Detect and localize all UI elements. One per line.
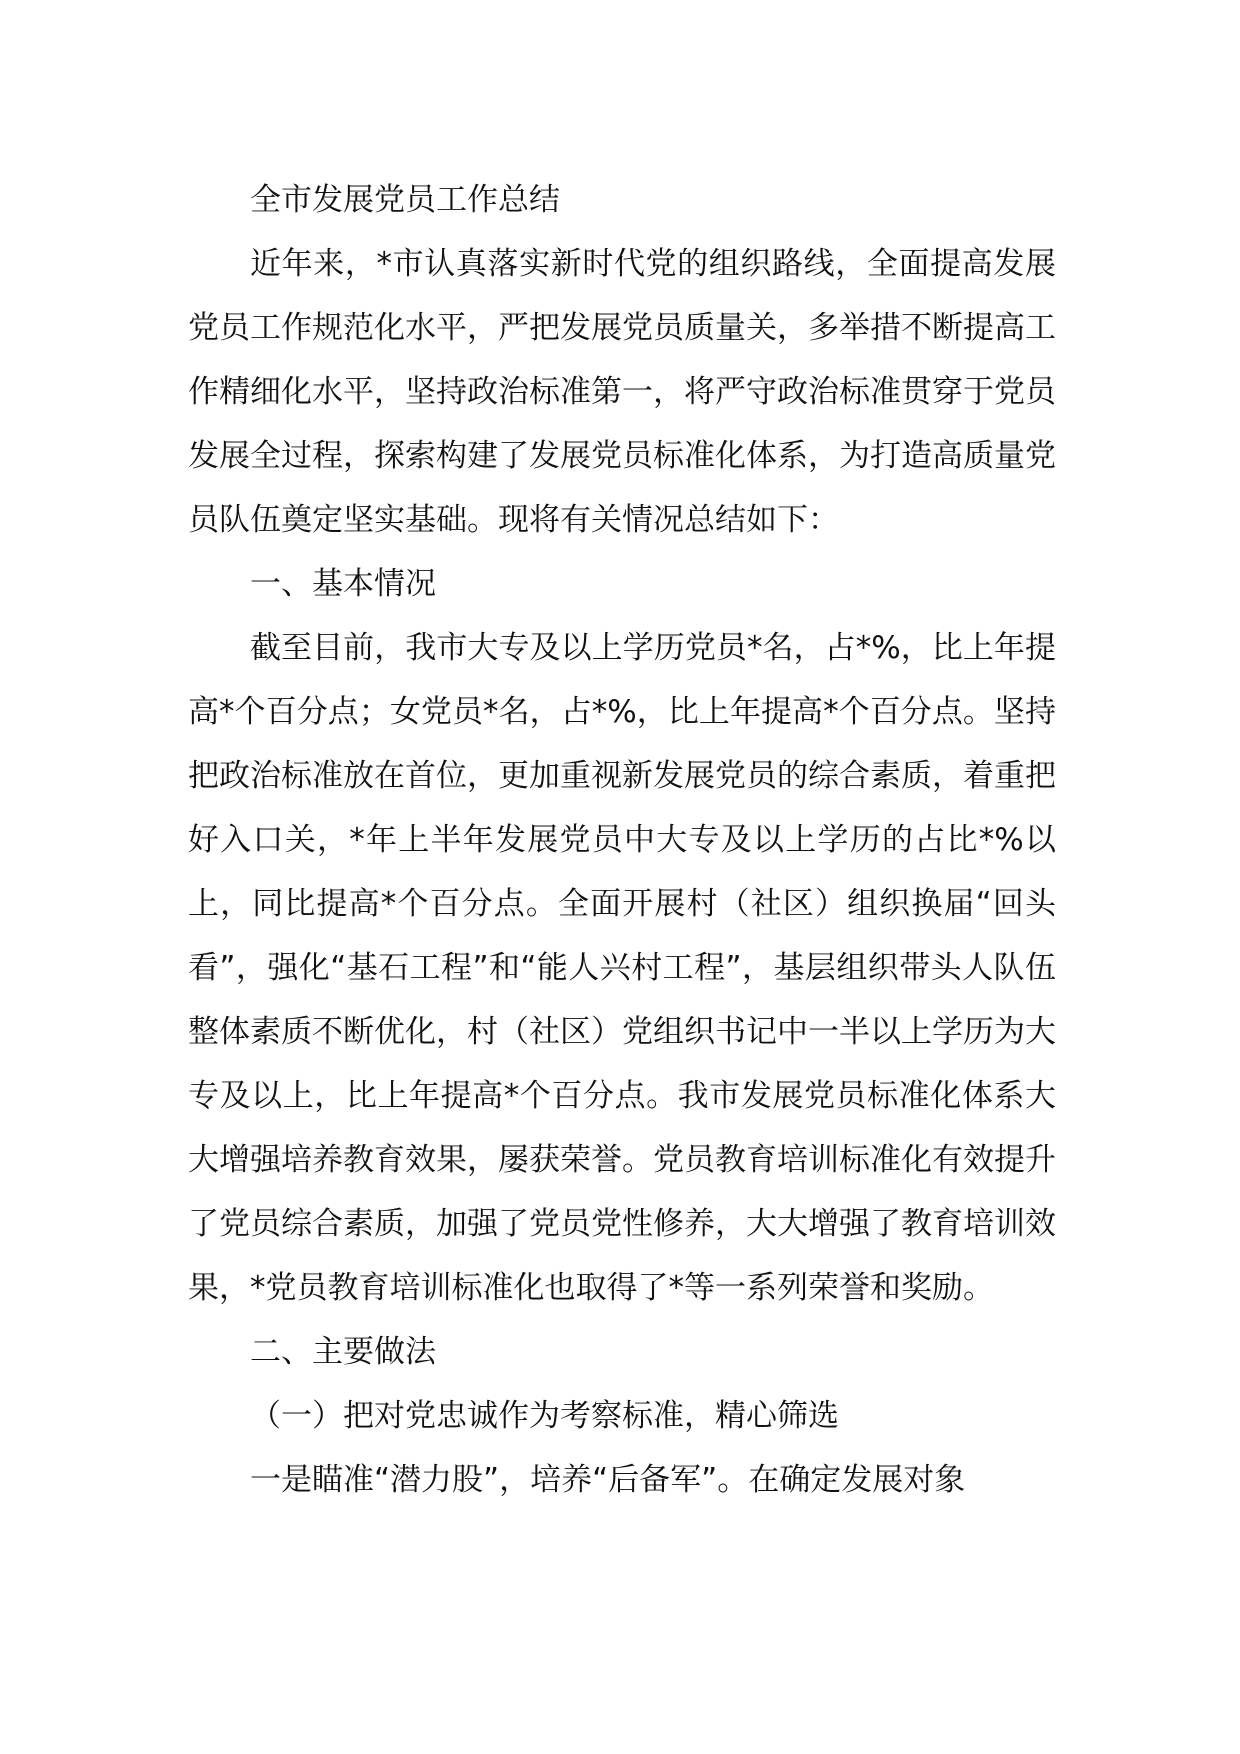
section-heading-basic-situation: 一、基本情况 [250, 566, 436, 602]
basic-situation-paragraph: 截至目前，我市大专及以上学历党员*名，占*%，比上年提高*个百分点；女党员*名，占*%，比上年提高*个百分点。坚持把政治标准放在首位，更加重视新发展党员的综合素质，着重把好入口关，*年上半年发展党员中大专及以上学历的占比*%以上，同比提高*个百分点。全面开展村（社区）组织换届“回头看”，强化“基石工程”和“能人兴村工程”，基层组织带头人队伍整体素质不断优化，村（社区）党组织书记中一半以上学历为大专及以上，比上年提高*个百分点。我市发展党员标准化体系大大增强培养教育效果，屡获荣誉。党员教育培训标准化有效提升了党员综合素质，加强了党员党性修养，大大增强了教育培训效果，*党员教育培训标准化也取得了*等一系列荣誉和奖励。 [188, 630, 1056, 1306]
document-body [188, 168, 1056, 1512]
practice-paragraph: 一是瞄准“潜力股”，培养“后备军”。在确定发展对象 [250, 1462, 966, 1498]
subsection-heading-1: （一）把对党忠诚作为考察标准，精心筛选 [250, 1398, 839, 1434]
intro-paragraph: 近年来，*市认真落实新时代党的组织路线，全面提高发展党员工作规范化水平，严把发展党员质量关，多举措不断提高工作精细化水平，坚持政治标准第一，将严守政治标准贯穿于党员发展全过程，探索构建了发展党员标准化体系，为打造高质量党员队伍奠定坚实基础。现将有关情况总结如下： [188, 246, 1056, 538]
document-title: 全市发展党员工作总结 [250, 182, 560, 218]
section-heading-main-practices: 二、主要做法 [250, 1334, 436, 1370]
